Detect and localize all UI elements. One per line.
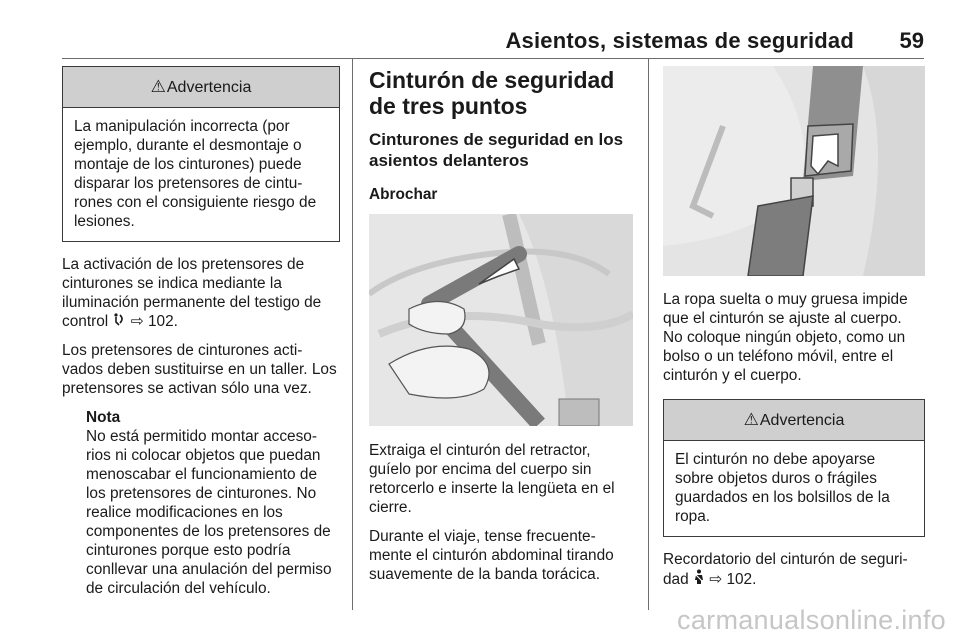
page-reference-arrow-icon: ⇨ [130, 313, 144, 330]
column-divider-2 [648, 58, 649, 610]
warning-text: El cinturón no debe apoyarse sobre objetos duros o frágiles guardados en los bolsillos de la ropa. [675, 451, 890, 525]
warning-box [62, 66, 340, 242]
topic-heading: Abrochar [369, 186, 438, 203]
left-column [62, 66, 340, 598]
warning-title: Advertencia [166, 79, 252, 96]
paragraph [663, 550, 925, 589]
note-title: Nota [86, 409, 121, 426]
paragraph: Durante el viaje, tense frecuente-mente el cinturón abdominal tirando suavemente de la banda torácica. [369, 528, 614, 583]
right-column [663, 66, 925, 599]
seatbelt-fastening-illustration [369, 214, 633, 426]
paragraph: Los pretensores de cinturones acti-vados deben sustituirse en un taller. Los pretensores se activan sólo una vez. [62, 342, 337, 397]
paragraph [62, 255, 340, 331]
note [62, 408, 340, 598]
paragraph: La ropa suelta o muy gruesa impide que el cinturón se ajuste al cuerpo. No coloque ningún objeto, como un bolso o un teléfono móvil, entre el cinturón y el cuerpo. [663, 291, 908, 384]
section-title: Asientos, sistemas de seguridad [505, 28, 854, 53]
page-reference: 102. [726, 571, 757, 588]
warning-box [663, 399, 925, 537]
paragraph: Extraiga el cinturón del retractor, guíelo por encima del cuerpo sin retorcerlo e inserte la lengüeta en el cierre. [369, 442, 615, 516]
page-reference: 102. [147, 313, 178, 330]
paragraph-text: Recordatorio del cinturón de seguri-dad [663, 551, 908, 588]
watermark: carmanualsonline.info [677, 605, 946, 635]
note-text: No está permitido montar acceso-rios ni colocar objetos que puedan menoscabar el funcionamiento de los pretensores de cinturones. No realice modificaciones en los componentes de los pretensores de cinturones porque esto podría conllevar una anulación del permiso de circulación del vehículo. [86, 428, 332, 597]
page-number: 59 [899, 28, 924, 53]
warning-text: La manipulación incorrecta (por ejemplo, durante el desmontaje o montaje de los cinturones) puede disparar los pretensores de cintu-rones con el consiguiente riesgo de lesiones. [74, 118, 317, 230]
warning-header [664, 400, 924, 441]
warning-header [63, 67, 339, 108]
seatbelt-reminder-icon [693, 569, 705, 589]
warning-triangle-icon: ⚠ [150, 77, 166, 96]
header-rule [62, 58, 924, 59]
buckle-insertion-illustration [663, 66, 925, 276]
subsection-heading: Cinturones de seguridad en los asientos delanteros [369, 130, 624, 170]
airbag-warning-light-icon [112, 312, 126, 331]
section-heading: Cinturón de seguridad de tres puntos [369, 67, 615, 119]
middle-column [369, 66, 633, 594]
paragraph-text: La activación de los pretensores de cinturones se indica mediante la iluminación permanente del testigo de control [62, 256, 322, 330]
warning-title: Advertencia [759, 412, 845, 429]
column-divider-1 [352, 58, 353, 610]
page-reference-arrow-icon: ⇨ [709, 571, 723, 588]
warning-triangle-icon: ⚠ [743, 410, 759, 429]
